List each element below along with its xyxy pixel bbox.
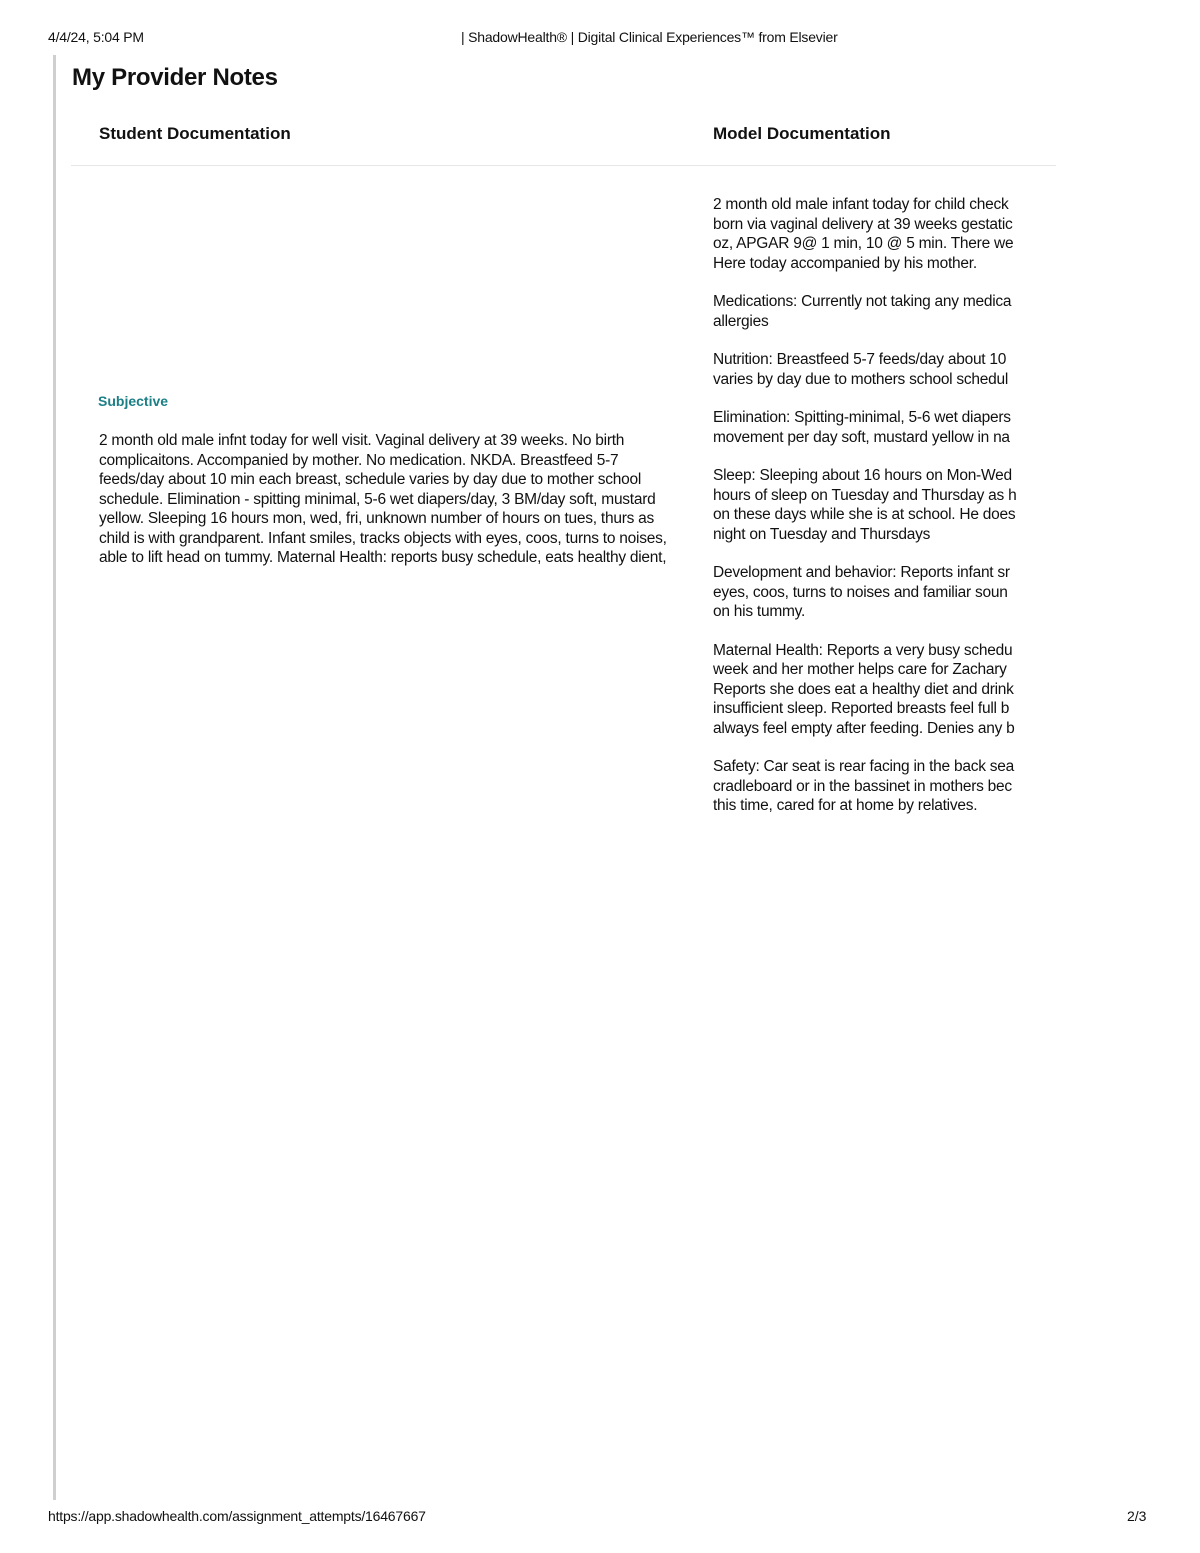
model-note-line: cradleboard or in the bassinet in mothers bec	[713, 777, 1012, 795]
model-note-line: always feel empty after feeding. Denies any b	[713, 719, 1015, 737]
model-note-line: Nutrition: Breastfeed 5-7 feeds/day about 10	[713, 351, 1007, 368]
model-note-paragraph	[713, 757, 1057, 816]
model-note-line: on these days while she is at school. He does	[713, 506, 1016, 523]
page-title: My Provider Notes	[72, 64, 278, 91]
model-note-cell	[713, 195, 1057, 835]
model-note-line: Elimination: Spitting-minimal, 5-6 wet diapers	[713, 409, 1011, 426]
model-note-line: allergies	[713, 312, 769, 330]
model-note-line: movement per day soft, mustard yellow in na	[713, 428, 1010, 446]
model-note-line: Sleep: Sleeping about 16 hours on Mon-Wed	[713, 467, 1012, 484]
model-note-line: Safety: Car seat is rear facing in the back sea	[713, 758, 1014, 775]
section-label-subjective: Subjective	[98, 393, 169, 409]
print-footer-url: https://app.shadowhealth.com/assignment_attempts/16467667	[48, 1508, 426, 1524]
model-note-line: Development and behavior: Reports infant sr	[713, 564, 1010, 581]
model-note-paragraph	[713, 563, 1057, 622]
print-datetime: 4/4/24, 5:04 PM	[48, 29, 144, 45]
header-divider	[71, 165, 1056, 166]
model-note-paragraph	[713, 641, 1057, 739]
model-note-paragraph	[713, 292, 1057, 331]
model-note-paragraph	[713, 408, 1057, 447]
model-note-line: this time, cared for at home by relatives.	[713, 797, 978, 814]
model-documentation-header: Model Documentation	[713, 124, 891, 143]
model-note-line: hours of sleep on Tuesday and Thursday as h	[713, 486, 1017, 504]
model-note-line: eyes, coos, turns to noises and familiar soun	[713, 583, 1008, 601]
student-note-text: 2 month old male infnt today for well visit. Vaginal delivery at 39 weeks. No birth complicaitons. Accompanied by mother. No medication. NKDA. Breastfeed 5-7 feeds/day about 10 min each breast, schedule varies by day due to mother school schedule. Elimination - spitting minimal, 5-6 wet diapers/day, 3 BM/day soft, mustard yellow. Sleeping 16 hours mon, wed, fri, unknown number of hours on tues, thurs as child is with grandparent. Infant smiles, tracks objects with eyes, coos, turns to noises, able to lift head on tummy. Maternal Health: reports busy schedule, eats healthy dient,	[99, 432, 667, 566]
print-page-title: | ShadowHealth® | Digital Clinical Experiences™ from Elsevier	[461, 29, 838, 45]
model-note-line: Medications: Currently not taking any medica	[713, 293, 1012, 310]
model-note-line: Maternal Health: Reports a very busy schedu	[713, 641, 1013, 659]
student-documentation-header: Student Documentation	[99, 124, 291, 143]
model-note-line: born via vaginal delivery at 39 weeks gestatic	[713, 215, 1013, 233]
model-note-line: week and her mother helps care for Zachary	[713, 661, 1007, 678]
model-note-line: 2 month old male infant today for child check	[713, 196, 1009, 213]
model-note-paragraph	[713, 466, 1057, 544]
model-note-line: oz, APGAR 9@ 1 min, 10 @ 5 min. There we	[713, 235, 1014, 252]
model-note-body	[713, 195, 1057, 816]
model-note-line: on his tummy.	[713, 603, 806, 620]
model-note-paragraph	[713, 350, 1057, 389]
model-note-line: night on Tuesday and Thursdays	[713, 525, 931, 543]
print-page-number: 2/3	[1127, 1508, 1147, 1524]
model-note-line: Reports she does eat a healthy diet and drink	[713, 680, 1014, 698]
model-note-line: Here today accompanied by his mother.	[713, 254, 977, 272]
model-note-paragraph	[713, 195, 1057, 273]
model-note-line: insufficient sleep. Reported breasts feel full b	[713, 700, 1010, 717]
left-border-rule	[53, 55, 56, 1500]
model-note-line: varies by day due to mothers school schedul	[713, 370, 1009, 388]
